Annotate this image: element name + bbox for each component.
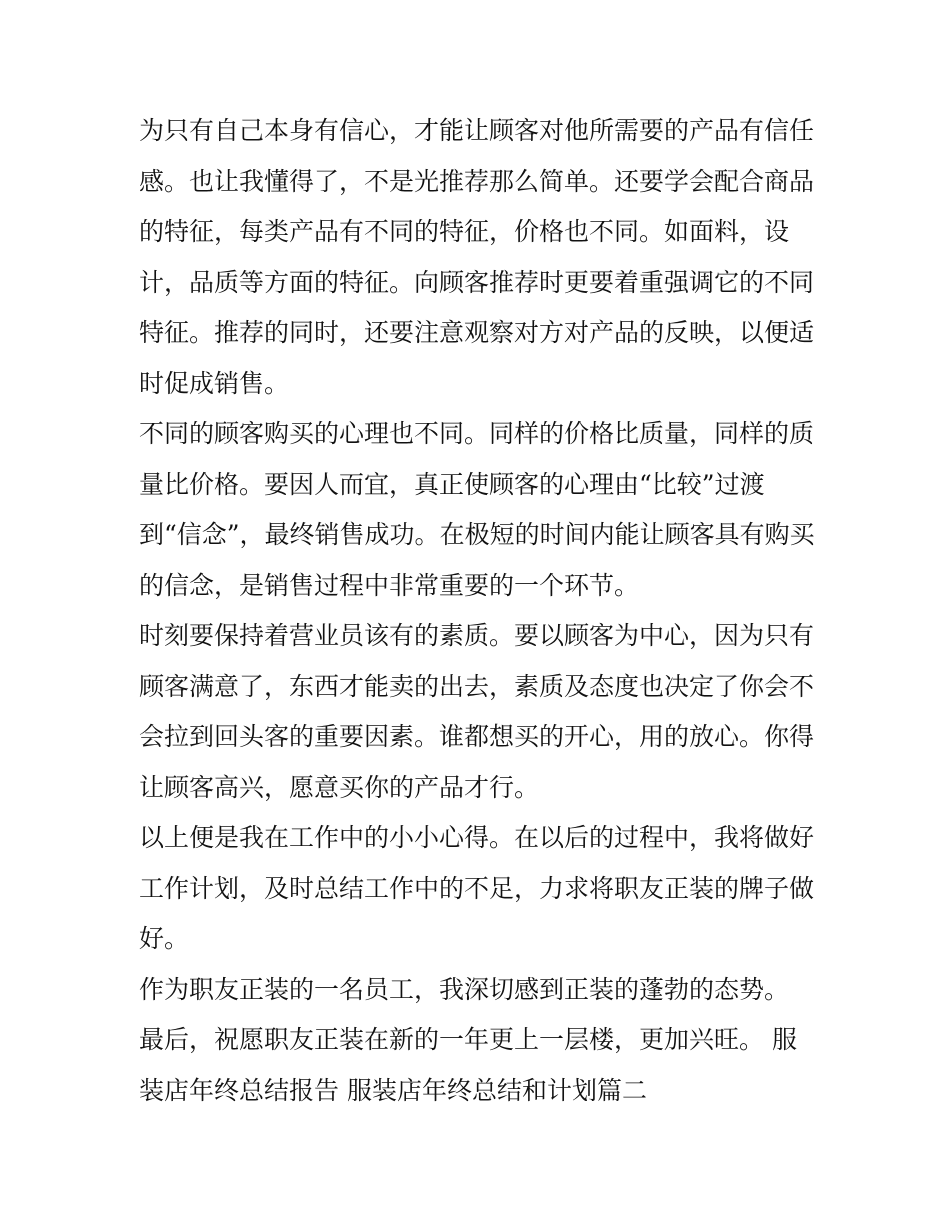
text-line: 作为职友正装的一名员工，我深切感到正装的蓬勃的态势。 [139,974,790,1004]
text-line: 时刻要保持着营业员该有的素质。要以顾客为中心，因为只有 [139,621,815,650]
text-line: 工作计划，及时总结工作中的不足，力求将职友正装的牌子做 [139,873,815,903]
document-body [139,106,814,1116]
text-line: 让顾客高兴，愿意买你的产品才行。 [139,772,540,802]
text-line: 计，品质等方面的特征。向顾客推荐时更要着重强调它的不同 [139,267,815,297]
text-line: 特征。推荐的同时，还要注意观察对方对产品的反映，以便适 [139,318,815,347]
text-line: 不同的顾客购买的心理也不同。同样的价格比质量，同样的质 [139,419,815,448]
text-line: 会拉到回头客的重要因素。谁都想买的开心，用的放心。你得 [139,722,815,751]
text-line: 感。也让我懂得了，不是光推荐那么简单。还要学会配合商品 [139,166,815,196]
text-line: 的信念，是销售过程中非常重要的一个环节。 [139,570,640,600]
text-line: 到“信念”，最终销售成功。在极短的时间内能让顾客具有购买 [139,520,815,549]
text-line: 顾客满意了，东西才能卖的出去，素质及态度也决定了你会不 [139,671,815,701]
text-line: 以上便是我在工作中的小小心得。在以后的过程中，我将做好 [139,823,815,852]
text-line: 时促成销售。 [139,368,290,398]
text-line: 的特征，每类产品有不同的特征，价格也不同。如面料，设 [139,217,790,246]
text-line: 装店年终总结报告 服装店年终总结和计划篇二 [139,1075,647,1105]
text-line: 好。 [139,924,190,953]
text-line: 量比价格。要因人而宜，真正使顾客的心理由“比较”过渡 [139,469,765,499]
text-line: 为只有自己本身有信心，才能让顾客对他所需要的产品有信任 [139,116,815,145]
text-line: 最后，祝愿职友正装在新的一年更上一层楼，更加兴旺。 服 [139,1025,797,1054]
